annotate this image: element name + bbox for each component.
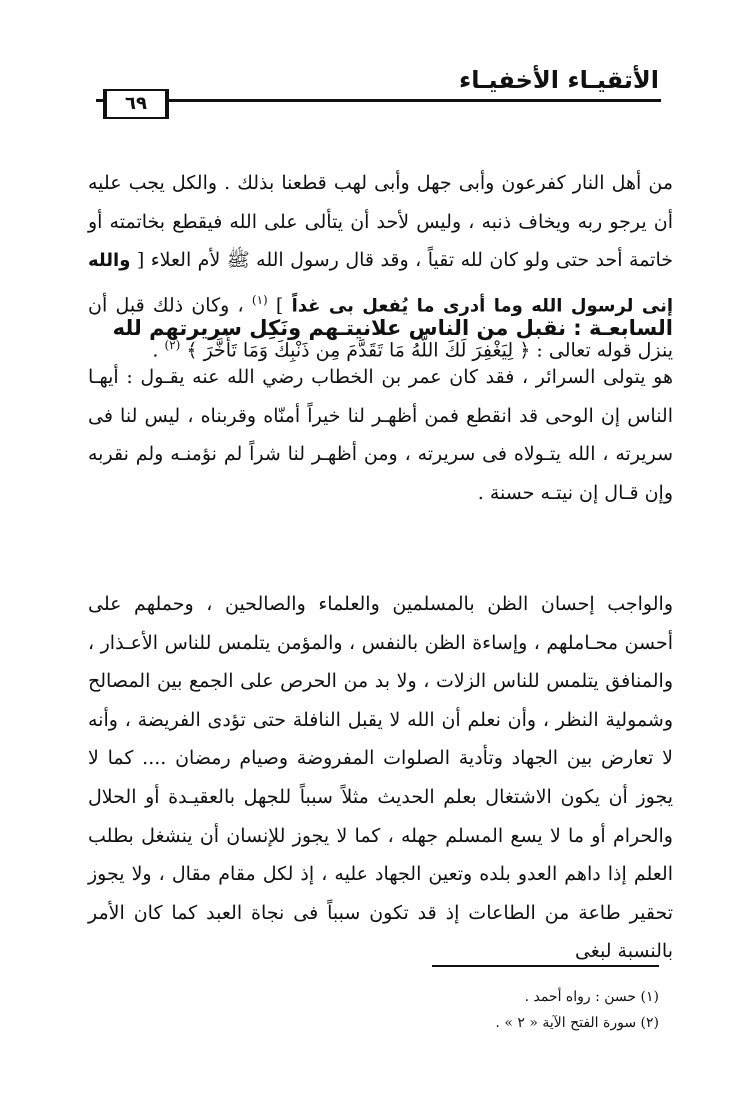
paragraph-3 [88,585,673,971]
header-rule [96,99,661,102]
section-heading: السابعـة : نقبل من الناس علانيتـهم ونَكِل سريرتهم لله [112,316,673,340]
footnote-ref-1: (١) [251,292,268,307]
hadith-quote: والله إنى لرسول الله وما أدرى ما يُفعل بى غداً [88,250,674,317]
paragraph-1-part3: ، وكان ذلك قبل أن ينزل قوله تعالى : ﴿ [88,294,673,362]
paragraph-1-part2: ] [275,294,284,317]
running-title: الأتقيـاء الأخفيـاء [459,66,659,94]
footnote-1: (١) حسن : رواه أحمد . [524,989,659,1005]
paragraph-2-text: هو يتولى السرائر ، فقد كان عمر بن الخطاب رضي الله عنه يقـول : أيهـا الناس إن الوحى قد انقطع فمن أظهـر لنا خيراً أمنّاه وقربناه ، ليس لنا فى سريرته ، الله يتـولاه فى سريرته ، ومن أظهـر لنا شراً لم نؤمنـه ولم نقربه وإن قـال إن نيتـه حسنة . [88,366,673,504]
page-number: ٦٩ [103,89,169,119]
paragraph-1-part1: من أهل النار كفرعون وأبى جهل وأبى لهب قطعنا بذلك . والكل يجب عليه أن يرجو ربه ويخاف ذنبه ، وليس لأحد أن يتألى على الله فيقطع بخاتمته أو خاتمة أحد حتى ولو كان لله تقياً ، وقد قال رسول الله ﷺ لأم العلاء [ [88,172,674,272]
quran-ayah: لِيَغْفِرَ لَكَ اللَّهُ مَا تَقَدَّمَ مِن ذَنْبِكَ وَمَا تَأَخَّرَ [203,339,514,362]
paragraph-1-part5: . [152,339,159,362]
paragraph-2 [88,358,673,512]
paragraph-1-part4: ﴾ [186,339,198,362]
footnote-ref-2: (٢) [164,337,181,352]
footnote-2: (٢) سورة الفتح الآية « ٢ » . [495,1015,659,1031]
footnotes [495,984,659,1036]
footnote-rule [432,965,659,967]
paragraph-3-text: والواجب إحسان الظن بالمسلمين والعلماء والصالحين ، وحملهم على أحسن محـاملهم ، وإساءة الظن بالنفس ، والمؤمن يتلمس للناس الأعـذار ، والمنافق يتلمس للناس الزلات ، ولا بد من الحرص على الجمع بين المصالح وشمولية النظر ، وأن نعلم أن الله لا يقبل النافلة حتى تؤدى الفريضة ، وأنه لا تعارض بين الجهاد وتأدية الصلوات المفروضة وصيام رمضان .... كما لا يجوز أن يكون الاشتغال بعلم الحديث مثلاً سبباً للجهل بالعقيـدة أو الحلال والحرام أو ما لا يسع المسلم جهله ، كما لا يجوز للإنسان أن ينشغل بطلب العلم إذا داهم العدو بلده وتعين الجهاد عليه ، إذ لكل مقام مقال ، ولا يجوز تحقير طاعة من الطاعات إذ قد تكون سبباً فى نجاة العبد كما كان الأمر بالنسبة لبغى [88,593,673,963]
